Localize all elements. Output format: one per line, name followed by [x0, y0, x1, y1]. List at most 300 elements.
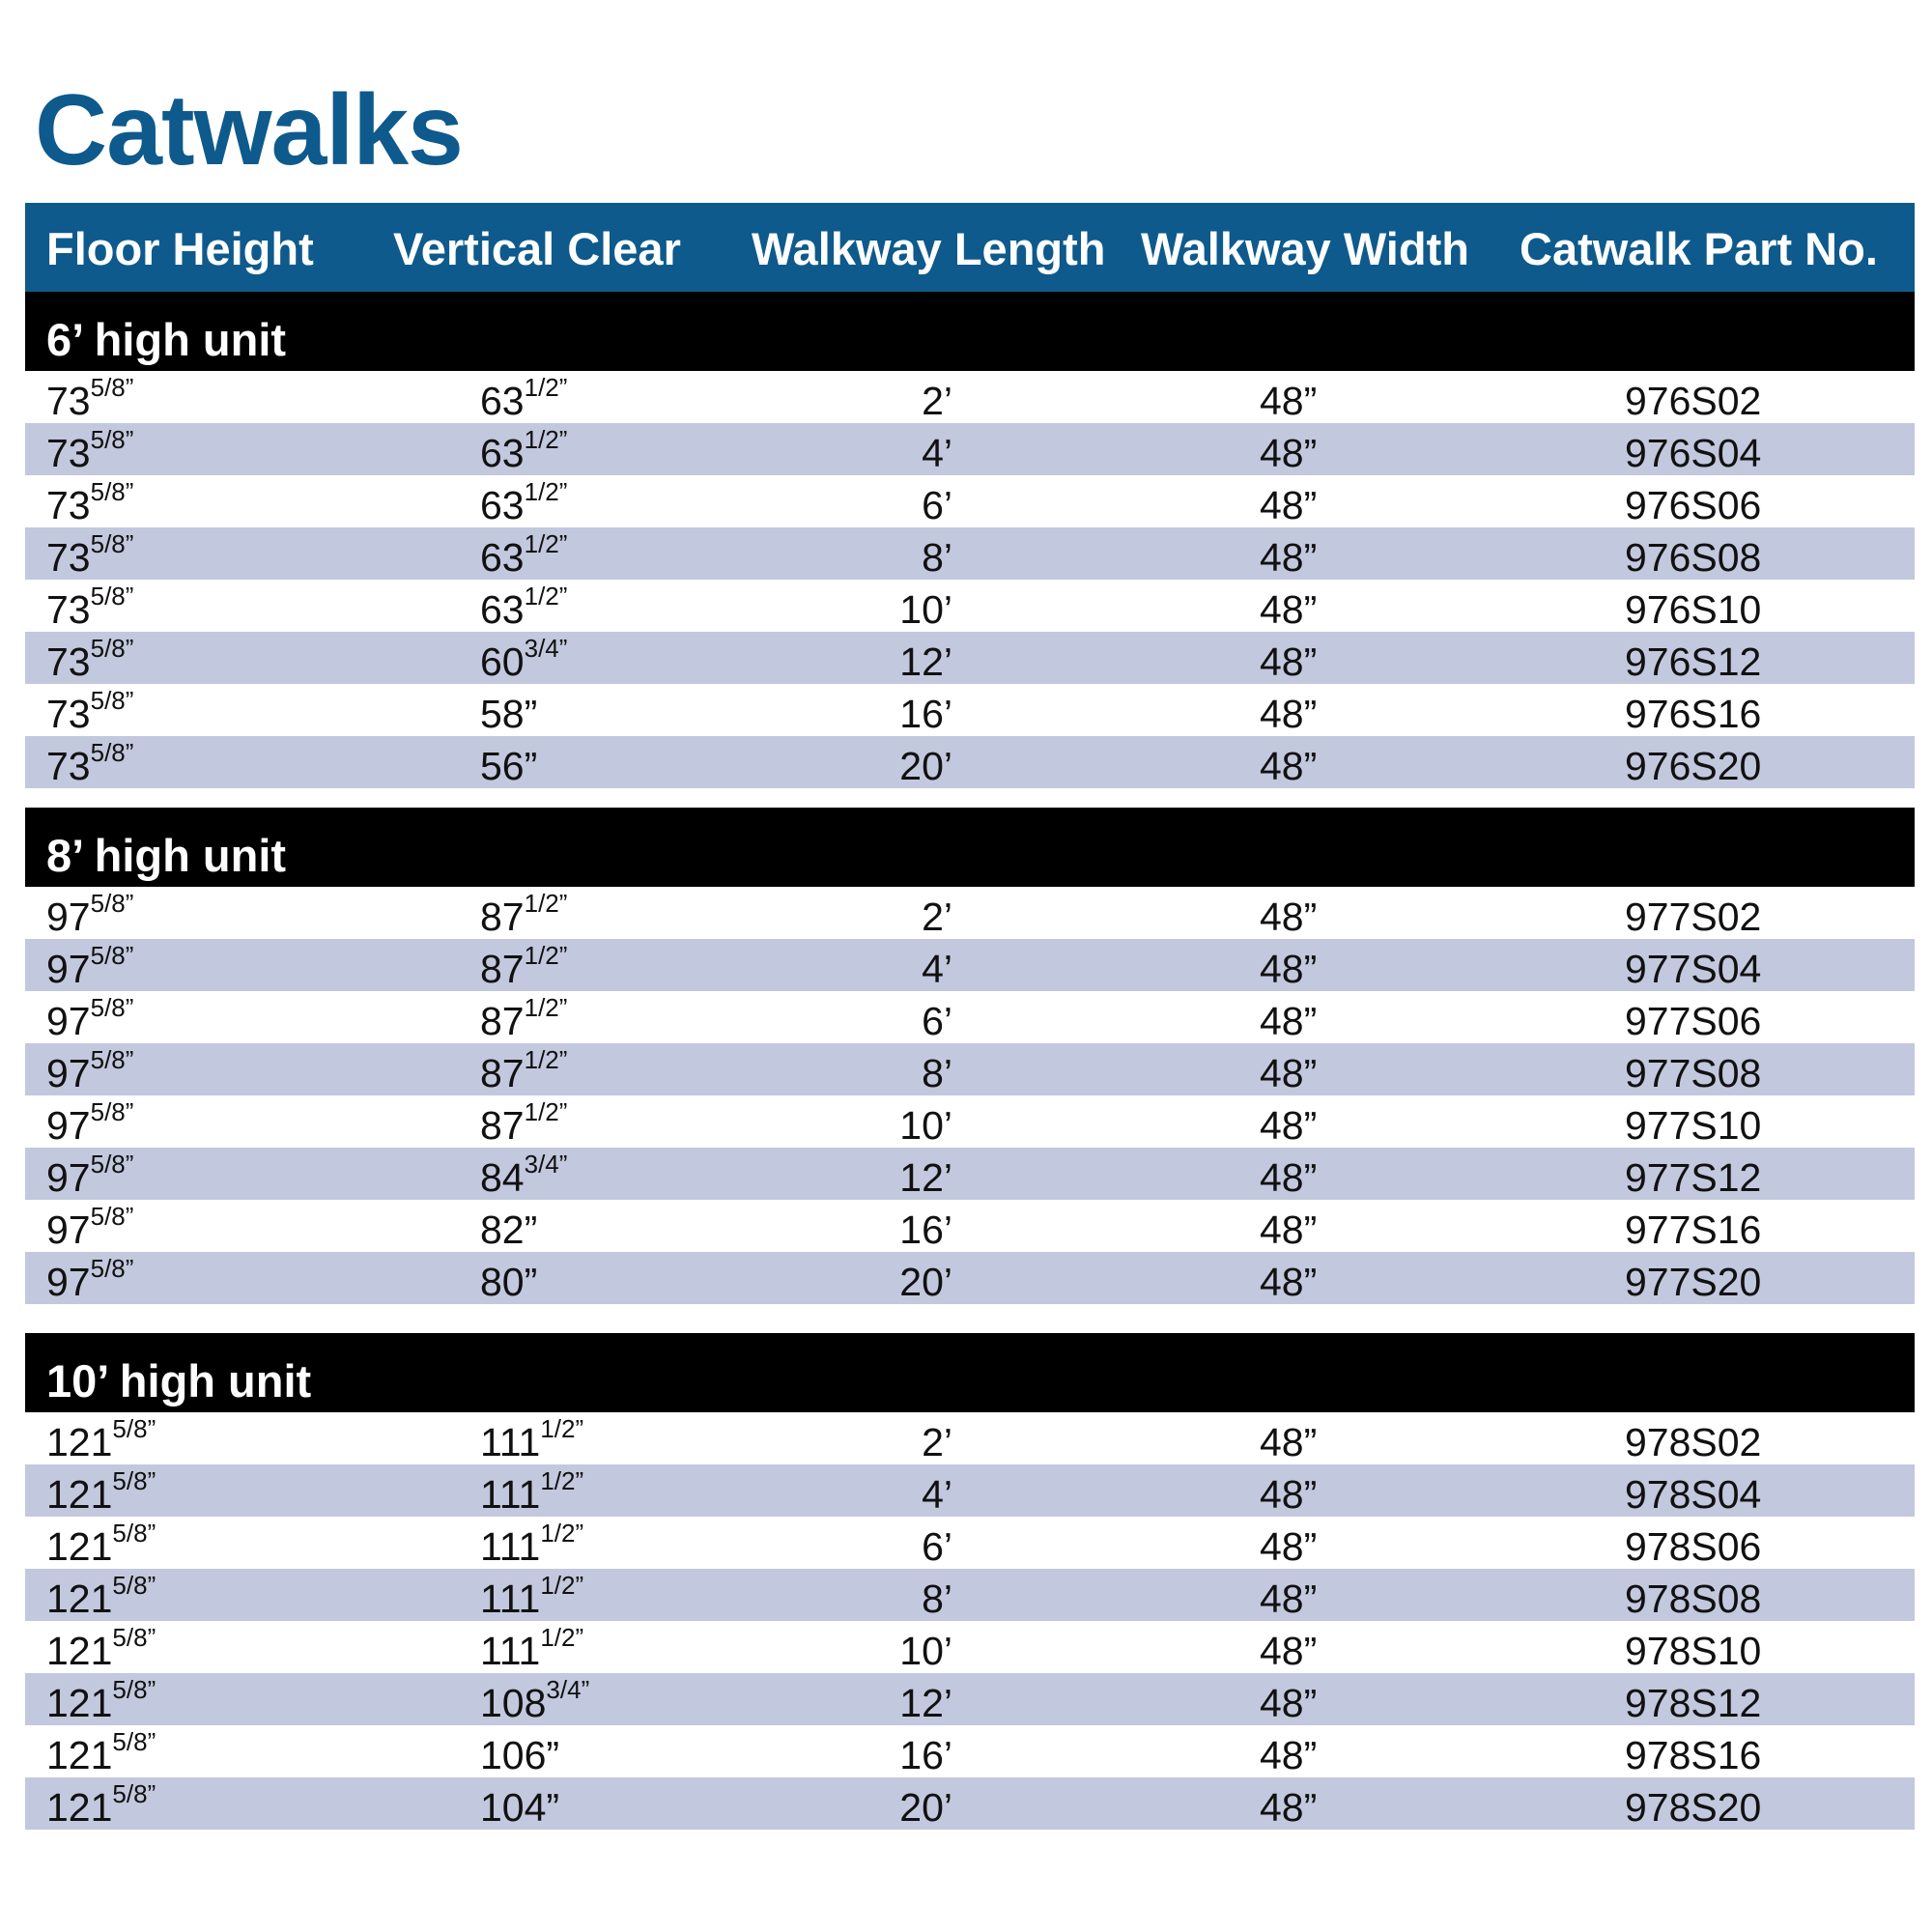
- table-body: [25, 292, 1915, 1830]
- cell-part-number-value: 976S16: [1625, 692, 1762, 736]
- cell-walkway-width: [1260, 379, 1317, 424]
- cell-walkway-width-value: 48”: [1260, 431, 1318, 475]
- cell-walkway-length: [866, 483, 952, 528]
- cell-walkway-width-value: 48”: [1260, 379, 1318, 423]
- cell-vertical-clear: [480, 1571, 584, 1622]
- cell-part-number: [1625, 744, 1761, 789]
- cell-part-number: [1625, 1051, 1761, 1096]
- cell-walkway-width: [1260, 1472, 1317, 1518]
- section-spacer: [25, 1304, 1915, 1333]
- section-heading: [25, 292, 1915, 371]
- cell-floor-height-value: 97: [46, 1103, 91, 1148]
- cell-part-number: [1625, 947, 1761, 992]
- cell-floor-height-value: 121: [46, 1524, 113, 1569]
- cell-floor-height: [46, 1519, 156, 1570]
- cell-floor-height-fraction: 5/8”: [90, 477, 134, 506]
- cell-floor-height-value: 97: [46, 1208, 91, 1252]
- cell-part-number-value: 976S20: [1625, 744, 1762, 788]
- cell-vertical-clear-fraction: 3/4”: [546, 1675, 590, 1704]
- cell-floor-height-fraction: 5/8”: [90, 582, 134, 611]
- table-row: [25, 1569, 1915, 1621]
- cell-walkway-width-value: 48”: [1260, 587, 1318, 632]
- table-row: [25, 1200, 1915, 1252]
- section-label: 10’ high unit: [46, 1355, 312, 1406]
- table-row: [25, 1725, 1915, 1777]
- cell-walkway-length: [866, 1577, 952, 1622]
- cell-walkway-width: [1260, 692, 1317, 737]
- cell-floor-height-value: 121: [46, 1472, 113, 1517]
- cell-vertical-clear-value: 111: [480, 1420, 541, 1464]
- cell-floor-height: [46, 477, 134, 528]
- cell-floor-height: [46, 686, 134, 737]
- cell-walkway-length: [866, 744, 952, 789]
- unit-section: [25, 292, 1915, 788]
- cell-vertical-clear: [480, 1623, 584, 1674]
- cell-part-number-value: 978S20: [1625, 1785, 1762, 1830]
- cell-part-number: [1625, 1103, 1761, 1149]
- cell-floor-height-fraction: 5/8”: [90, 889, 134, 918]
- cell-vertical-clear-value: 63: [480, 379, 525, 423]
- cell-walkway-length: [866, 1155, 952, 1201]
- cell-walkway-width-value: 48”: [1260, 1051, 1318, 1095]
- cell-floor-height-fraction: 5/8”: [112, 1414, 156, 1443]
- table-row: [25, 684, 1915, 736]
- cell-walkway-width-value: 48”: [1260, 1208, 1318, 1252]
- cell-walkway-length: [866, 1260, 952, 1305]
- table-row: [25, 475, 1915, 527]
- cell-vertical-clear: [480, 1097, 568, 1149]
- cell-floor-height: [46, 1254, 134, 1305]
- header-walkway-width: Walkway Width: [1141, 223, 1469, 274]
- section-heading: [25, 1333, 1915, 1412]
- cell-vertical-clear-fraction: 3/4”: [524, 1150, 568, 1179]
- cell-floor-height-value: 73: [46, 431, 91, 475]
- cell-floor-height: [46, 941, 134, 992]
- cell-vertical-clear-fraction: 1/2”: [540, 1623, 584, 1652]
- cell-part-number: [1625, 1208, 1761, 1253]
- cell-walkway-length: [866, 1420, 952, 1465]
- cell-walkway-length-value: 16’: [899, 1733, 952, 1777]
- cell-part-number-value: 977S06: [1625, 999, 1762, 1043]
- cell-walkway-length-value: 10’: [899, 1103, 952, 1148]
- cell-walkway-width: [1260, 639, 1317, 685]
- cell-part-number-value: 976S08: [1625, 535, 1762, 580]
- cell-floor-height: [46, 1779, 156, 1831]
- cell-floor-height-value: 121: [46, 1629, 113, 1673]
- cell-vertical-clear-fraction: 1/2”: [524, 993, 568, 1022]
- cell-part-number: [1625, 1733, 1761, 1778]
- cell-part-number-value: 977S08: [1625, 1051, 1762, 1095]
- cell-walkway-length-value: 6’: [922, 483, 952, 527]
- cell-walkway-length-value: 20’: [899, 1260, 952, 1304]
- cell-walkway-width: [1260, 895, 1317, 940]
- table-row: [25, 1621, 1915, 1673]
- cell-walkway-length: [866, 895, 952, 940]
- cell-walkway-length-value: 6’: [922, 999, 952, 1043]
- cell-part-number: [1625, 999, 1761, 1044]
- cell-walkway-length: [866, 587, 952, 633]
- cell-part-number-value: 978S10: [1625, 1629, 1762, 1673]
- table-row: [25, 736, 1915, 788]
- cell-part-number: [1625, 1785, 1761, 1831]
- cell-floor-height-fraction: 5/8”: [90, 1097, 134, 1126]
- cell-vertical-clear-fraction: 1/2”: [524, 529, 568, 558]
- table-row: [25, 580, 1915, 632]
- cell-part-number-value: 977S04: [1625, 947, 1762, 991]
- cell-walkway-width: [1260, 1524, 1317, 1570]
- cell-walkway-width-value: 48”: [1260, 535, 1318, 580]
- cell-vertical-clear-fraction: 3/4”: [524, 634, 568, 663]
- table-row: [25, 1252, 1915, 1304]
- cell-vertical-clear: [480, 941, 568, 992]
- cell-walkway-width: [1260, 1208, 1317, 1253]
- cell-vertical-clear-value: 84: [480, 1155, 525, 1200]
- cell-walkway-length: [866, 1524, 952, 1570]
- cell-floor-height-value: 73: [46, 483, 91, 527]
- catwalks-table: [25, 203, 1915, 1830]
- cell-vertical-clear-fraction: 1/2”: [524, 425, 568, 454]
- table-row: [25, 632, 1915, 684]
- cell-part-number: [1625, 1629, 1761, 1674]
- cell-floor-height: [46, 582, 134, 633]
- section-label: 8’ high unit: [46, 830, 287, 881]
- cell-walkway-length-value: 2’: [922, 379, 952, 423]
- cell-floor-height: [46, 634, 134, 685]
- cell-floor-height: [46, 425, 134, 476]
- cell-vertical-clear-fraction: 1/2”: [524, 941, 568, 970]
- cell-vertical-clear-fraction: 1/2”: [540, 1571, 584, 1600]
- cell-vertical-clear: [480, 1150, 568, 1201]
- cell-floor-height-value: 121: [46, 1420, 113, 1464]
- cell-vertical-clear: [480, 1208, 537, 1253]
- cell-floor-height-fraction: 5/8”: [90, 1045, 134, 1074]
- cell-walkway-length-value: 8’: [922, 535, 952, 580]
- cell-floor-height-fraction: 5/8”: [112, 1727, 156, 1756]
- cell-floor-height: [46, 529, 134, 581]
- cell-vertical-clear-value: 111: [480, 1577, 541, 1621]
- cell-vertical-clear: [480, 1260, 537, 1305]
- cell-walkway-length-value: 2’: [922, 1420, 952, 1464]
- cell-floor-height-fraction: 5/8”: [112, 1466, 156, 1495]
- cell-walkway-length: [866, 1681, 952, 1726]
- cell-walkway-length-value: 10’: [899, 587, 952, 632]
- cell-floor-height: [46, 1045, 134, 1096]
- cell-walkway-width: [1260, 1155, 1317, 1201]
- cell-part-number-value: 977S16: [1625, 1208, 1762, 1252]
- cell-vertical-clear-value: 111: [480, 1472, 541, 1517]
- cell-part-number-value: 978S06: [1625, 1524, 1762, 1569]
- cell-vertical-clear-value: 60: [480, 639, 525, 684]
- cell-floor-height-fraction: 5/8”: [90, 425, 134, 454]
- cell-floor-height-value: 121: [46, 1785, 113, 1830]
- cell-part-number: [1625, 379, 1761, 424]
- cell-walkway-length-value: 20’: [899, 1785, 952, 1830]
- cell-walkway-length: [866, 639, 952, 685]
- cell-walkway-width: [1260, 483, 1317, 528]
- cell-part-number: [1625, 1420, 1761, 1465]
- cell-vertical-clear: [480, 1466, 584, 1518]
- cell-walkway-length-value: 12’: [899, 1681, 952, 1725]
- cell-walkway-width: [1260, 947, 1317, 992]
- cell-part-number-value: 976S02: [1625, 379, 1762, 423]
- cell-floor-height: [46, 1150, 134, 1201]
- cell-walkway-length: [866, 1051, 952, 1096]
- cell-walkway-length-value: 16’: [899, 692, 952, 736]
- header-floor-height: Floor Height: [46, 223, 314, 274]
- table-row: [25, 1464, 1915, 1517]
- cell-vertical-clear-value: 87: [480, 1051, 525, 1095]
- cell-part-number: [1625, 1472, 1761, 1518]
- cell-floor-height: [46, 889, 134, 940]
- cell-vertical-clear: [480, 1045, 568, 1096]
- table-row: [25, 1517, 1915, 1569]
- cell-floor-height-value: 97: [46, 1051, 91, 1095]
- cell-floor-height-fraction: 5/8”: [90, 1150, 134, 1179]
- cell-walkway-width: [1260, 1733, 1317, 1778]
- cell-part-number-value: 978S02: [1625, 1420, 1762, 1464]
- cell-part-number: [1625, 431, 1761, 476]
- cell-vertical-clear-value: 111: [480, 1629, 541, 1673]
- cell-part-number: [1625, 1577, 1761, 1622]
- cell-walkway-length-value: 8’: [922, 1577, 952, 1621]
- table-row: [25, 1777, 1915, 1830]
- cell-vertical-clear-fraction: 1/2”: [524, 477, 568, 506]
- cell-walkway-length: [866, 1472, 952, 1518]
- cell-vertical-clear-fraction: 1/2”: [524, 1097, 568, 1126]
- cell-floor-height-fraction: 5/8”: [112, 1779, 156, 1808]
- cell-floor-height-value: 73: [46, 587, 91, 632]
- cell-walkway-width-value: 48”: [1260, 1577, 1318, 1621]
- page-title: Catwalks: [35, 74, 463, 186]
- cell-floor-height: [46, 1675, 156, 1726]
- cell-floor-height-value: 121: [46, 1681, 113, 1725]
- cell-part-number: [1625, 1681, 1761, 1726]
- unit-section: [25, 808, 1915, 1304]
- cell-walkway-width: [1260, 535, 1317, 581]
- cell-walkway-width-value: 48”: [1260, 1155, 1318, 1200]
- cell-walkway-width: [1260, 1051, 1317, 1096]
- cell-vertical-clear-value: 82”: [480, 1208, 538, 1252]
- cell-floor-height-value: 97: [46, 895, 91, 939]
- cell-floor-height-value: 97: [46, 999, 91, 1043]
- cell-vertical-clear: [480, 1675, 590, 1726]
- cell-vertical-clear-value: 108: [480, 1681, 547, 1725]
- section-label: 6’ high unit: [46, 314, 287, 365]
- cell-vertical-clear-value: 80”: [480, 1260, 538, 1304]
- cell-floor-height-value: 97: [46, 947, 91, 991]
- cell-part-number: [1625, 639, 1761, 685]
- cell-walkway-length: [866, 1103, 952, 1149]
- cell-floor-height-value: 97: [46, 1260, 91, 1304]
- cell-vertical-clear-value: 106”: [480, 1733, 560, 1777]
- cell-part-number-value: 977S12: [1625, 1155, 1762, 1200]
- cell-vertical-clear-fraction: 1/2”: [524, 373, 568, 402]
- cell-walkway-width: [1260, 587, 1317, 633]
- cell-part-number-value: 978S12: [1625, 1681, 1762, 1725]
- table-row: [25, 1673, 1915, 1725]
- cell-walkway-length: [866, 431, 952, 476]
- cell-walkway-width: [1260, 1103, 1317, 1149]
- cell-vertical-clear: [480, 889, 568, 940]
- cell-floor-height-fraction: 5/8”: [90, 1254, 134, 1283]
- cell-walkway-width: [1260, 1420, 1317, 1465]
- cell-vertical-clear: [480, 425, 568, 476]
- cell-vertical-clear-value: 63: [480, 483, 525, 527]
- cell-walkway-length: [866, 692, 952, 737]
- cell-vertical-clear: [480, 993, 568, 1044]
- table-row: [25, 1095, 1915, 1148]
- cell-vertical-clear-fraction: 1/2”: [524, 1045, 568, 1074]
- cell-floor-height-fraction: 5/8”: [112, 1571, 156, 1600]
- cell-walkway-width-value: 48”: [1260, 1629, 1318, 1673]
- cell-walkway-length: [866, 1733, 952, 1778]
- cell-walkway-length-value: 6’: [922, 1524, 952, 1569]
- cell-walkway-width-value: 48”: [1260, 1420, 1318, 1464]
- cell-vertical-clear: [480, 477, 568, 528]
- cell-floor-height: [46, 738, 134, 789]
- cell-floor-height: [46, 1727, 156, 1778]
- cell-vertical-clear: [480, 582, 568, 633]
- cell-walkway-length-value: 10’: [899, 1629, 952, 1673]
- cell-vertical-clear: [480, 1733, 559, 1778]
- section-heading: [25, 808, 1915, 887]
- cell-vertical-clear: [480, 529, 568, 581]
- cell-walkway-length-value: 4’: [922, 947, 952, 991]
- cell-walkway-width-value: 48”: [1260, 1733, 1318, 1777]
- cell-floor-height-fraction: 5/8”: [90, 529, 134, 558]
- cell-floor-height: [46, 1097, 134, 1149]
- cell-floor-height: [46, 1623, 156, 1674]
- cell-walkway-width-value: 48”: [1260, 692, 1318, 736]
- header-part-number: Catwalk Part No.: [1520, 223, 1878, 274]
- cell-vertical-clear-fraction: 1/2”: [524, 889, 568, 918]
- cell-floor-height-value: 73: [46, 639, 91, 684]
- cell-vertical-clear-value: 111: [480, 1524, 541, 1569]
- table-row: [25, 527, 1915, 580]
- cell-vertical-clear-fraction: 1/2”: [540, 1414, 584, 1443]
- table-row: [25, 1148, 1915, 1200]
- cell-walkway-length-value: 12’: [899, 1155, 952, 1200]
- cell-walkway-width-value: 48”: [1260, 999, 1318, 1043]
- cell-walkway-width: [1260, 431, 1317, 476]
- cell-walkway-width-value: 48”: [1260, 1524, 1318, 1569]
- cell-floor-height-fraction: 5/8”: [90, 686, 134, 715]
- cell-floor-height: [46, 993, 134, 1044]
- cell-floor-height: [46, 373, 134, 424]
- cell-walkway-length: [866, 1629, 952, 1674]
- cell-part-number-value: 976S10: [1625, 587, 1762, 632]
- cell-vertical-clear-value: 87: [480, 947, 525, 991]
- cell-floor-height-value: 73: [46, 379, 91, 423]
- cell-vertical-clear-value: 63: [480, 587, 525, 632]
- cell-part-number-value: 978S16: [1625, 1733, 1762, 1777]
- unit-section: [25, 1333, 1915, 1830]
- cell-walkway-width-value: 48”: [1260, 1472, 1318, 1517]
- table-row: [25, 939, 1915, 991]
- cell-walkway-width-value: 48”: [1260, 744, 1318, 788]
- cell-walkway-width-value: 48”: [1260, 947, 1318, 991]
- cell-floor-height-value: 121: [46, 1733, 113, 1777]
- cell-floor-height-fraction: 5/8”: [90, 1202, 134, 1231]
- cell-part-number-value: 976S04: [1625, 431, 1762, 475]
- header-walkway-length: Walkway Length: [752, 223, 1106, 274]
- cell-vertical-clear-value: 87: [480, 1103, 525, 1148]
- cell-floor-height-fraction: 5/8”: [90, 373, 134, 402]
- cell-walkway-length: [866, 999, 952, 1044]
- cell-walkway-width-value: 48”: [1260, 639, 1318, 684]
- cell-floor-height: [46, 1466, 156, 1518]
- cell-walkway-width: [1260, 1629, 1317, 1674]
- cell-floor-height: [46, 1571, 156, 1622]
- header-vertical-clear: Vertical Clear: [393, 223, 681, 274]
- cell-part-number-value: 977S20: [1625, 1260, 1762, 1304]
- section-spacer: [25, 788, 1915, 808]
- cell-vertical-clear-value: 58”: [480, 692, 538, 736]
- cell-walkway-length-value: 8’: [922, 1051, 952, 1095]
- cell-walkway-width-value: 48”: [1260, 483, 1318, 527]
- cell-vertical-clear: [480, 692, 537, 737]
- cell-vertical-clear-value: 63: [480, 535, 525, 580]
- cell-vertical-clear: [480, 1414, 584, 1465]
- cell-part-number-value: 977S10: [1625, 1103, 1762, 1148]
- cell-vertical-clear-fraction: 1/2”: [524, 582, 568, 611]
- table-row: [25, 1412, 1915, 1464]
- cell-walkway-length-value: 2’: [922, 895, 952, 939]
- cell-part-number-value: 976S12: [1625, 639, 1762, 684]
- cell-walkway-length-value: 16’: [899, 1208, 952, 1252]
- cell-walkway-length: [866, 1208, 952, 1253]
- cell-walkway-width: [1260, 999, 1317, 1044]
- cell-part-number: [1625, 483, 1761, 528]
- cell-floor-height-fraction: 5/8”: [90, 941, 134, 970]
- cell-walkway-length-value: 12’: [899, 639, 952, 684]
- cell-walkway-width-value: 48”: [1260, 1681, 1318, 1725]
- cell-floor-height-value: 121: [46, 1577, 113, 1621]
- cell-floor-height-fraction: 5/8”: [112, 1623, 156, 1652]
- cell-part-number: [1625, 1260, 1761, 1305]
- cell-floor-height-value: 73: [46, 692, 91, 736]
- cell-walkway-width-value: 48”: [1260, 1260, 1318, 1304]
- cell-floor-height-fraction: 5/8”: [112, 1675, 156, 1704]
- cell-vertical-clear-value: 56”: [480, 744, 538, 788]
- cell-vertical-clear-value: 87: [480, 999, 525, 1043]
- cell-part-number: [1625, 1155, 1761, 1201]
- cell-floor-height-fraction: 5/8”: [90, 634, 134, 663]
- cell-walkway-width-value: 48”: [1260, 1103, 1318, 1148]
- cell-walkway-length: [866, 947, 952, 992]
- cell-part-number-value: 976S06: [1625, 483, 1762, 527]
- cell-walkway-length: [866, 535, 952, 581]
- cell-vertical-clear: [480, 1519, 584, 1570]
- cell-part-number: [1625, 535, 1761, 581]
- cell-floor-height-fraction: 5/8”: [90, 738, 134, 767]
- cell-walkway-length-value: 20’: [899, 744, 952, 788]
- table-row: [25, 887, 1915, 939]
- cell-part-number-value: 977S02: [1625, 895, 1762, 939]
- cell-walkway-length: [866, 379, 952, 424]
- cell-walkway-length-value: 4’: [922, 1472, 952, 1517]
- cell-vertical-clear-value: 63: [480, 431, 525, 475]
- table-row: [25, 371, 1915, 423]
- cell-vertical-clear-value: 87: [480, 895, 525, 939]
- cell-part-number: [1625, 692, 1761, 737]
- cell-vertical-clear-fraction: 1/2”: [540, 1466, 584, 1495]
- table-row: [25, 991, 1915, 1043]
- table-row: [25, 423, 1915, 475]
- cell-vertical-clear: [480, 1785, 559, 1831]
- cell-vertical-clear-fraction: 1/2”: [540, 1519, 584, 1548]
- table-row: [25, 1043, 1915, 1095]
